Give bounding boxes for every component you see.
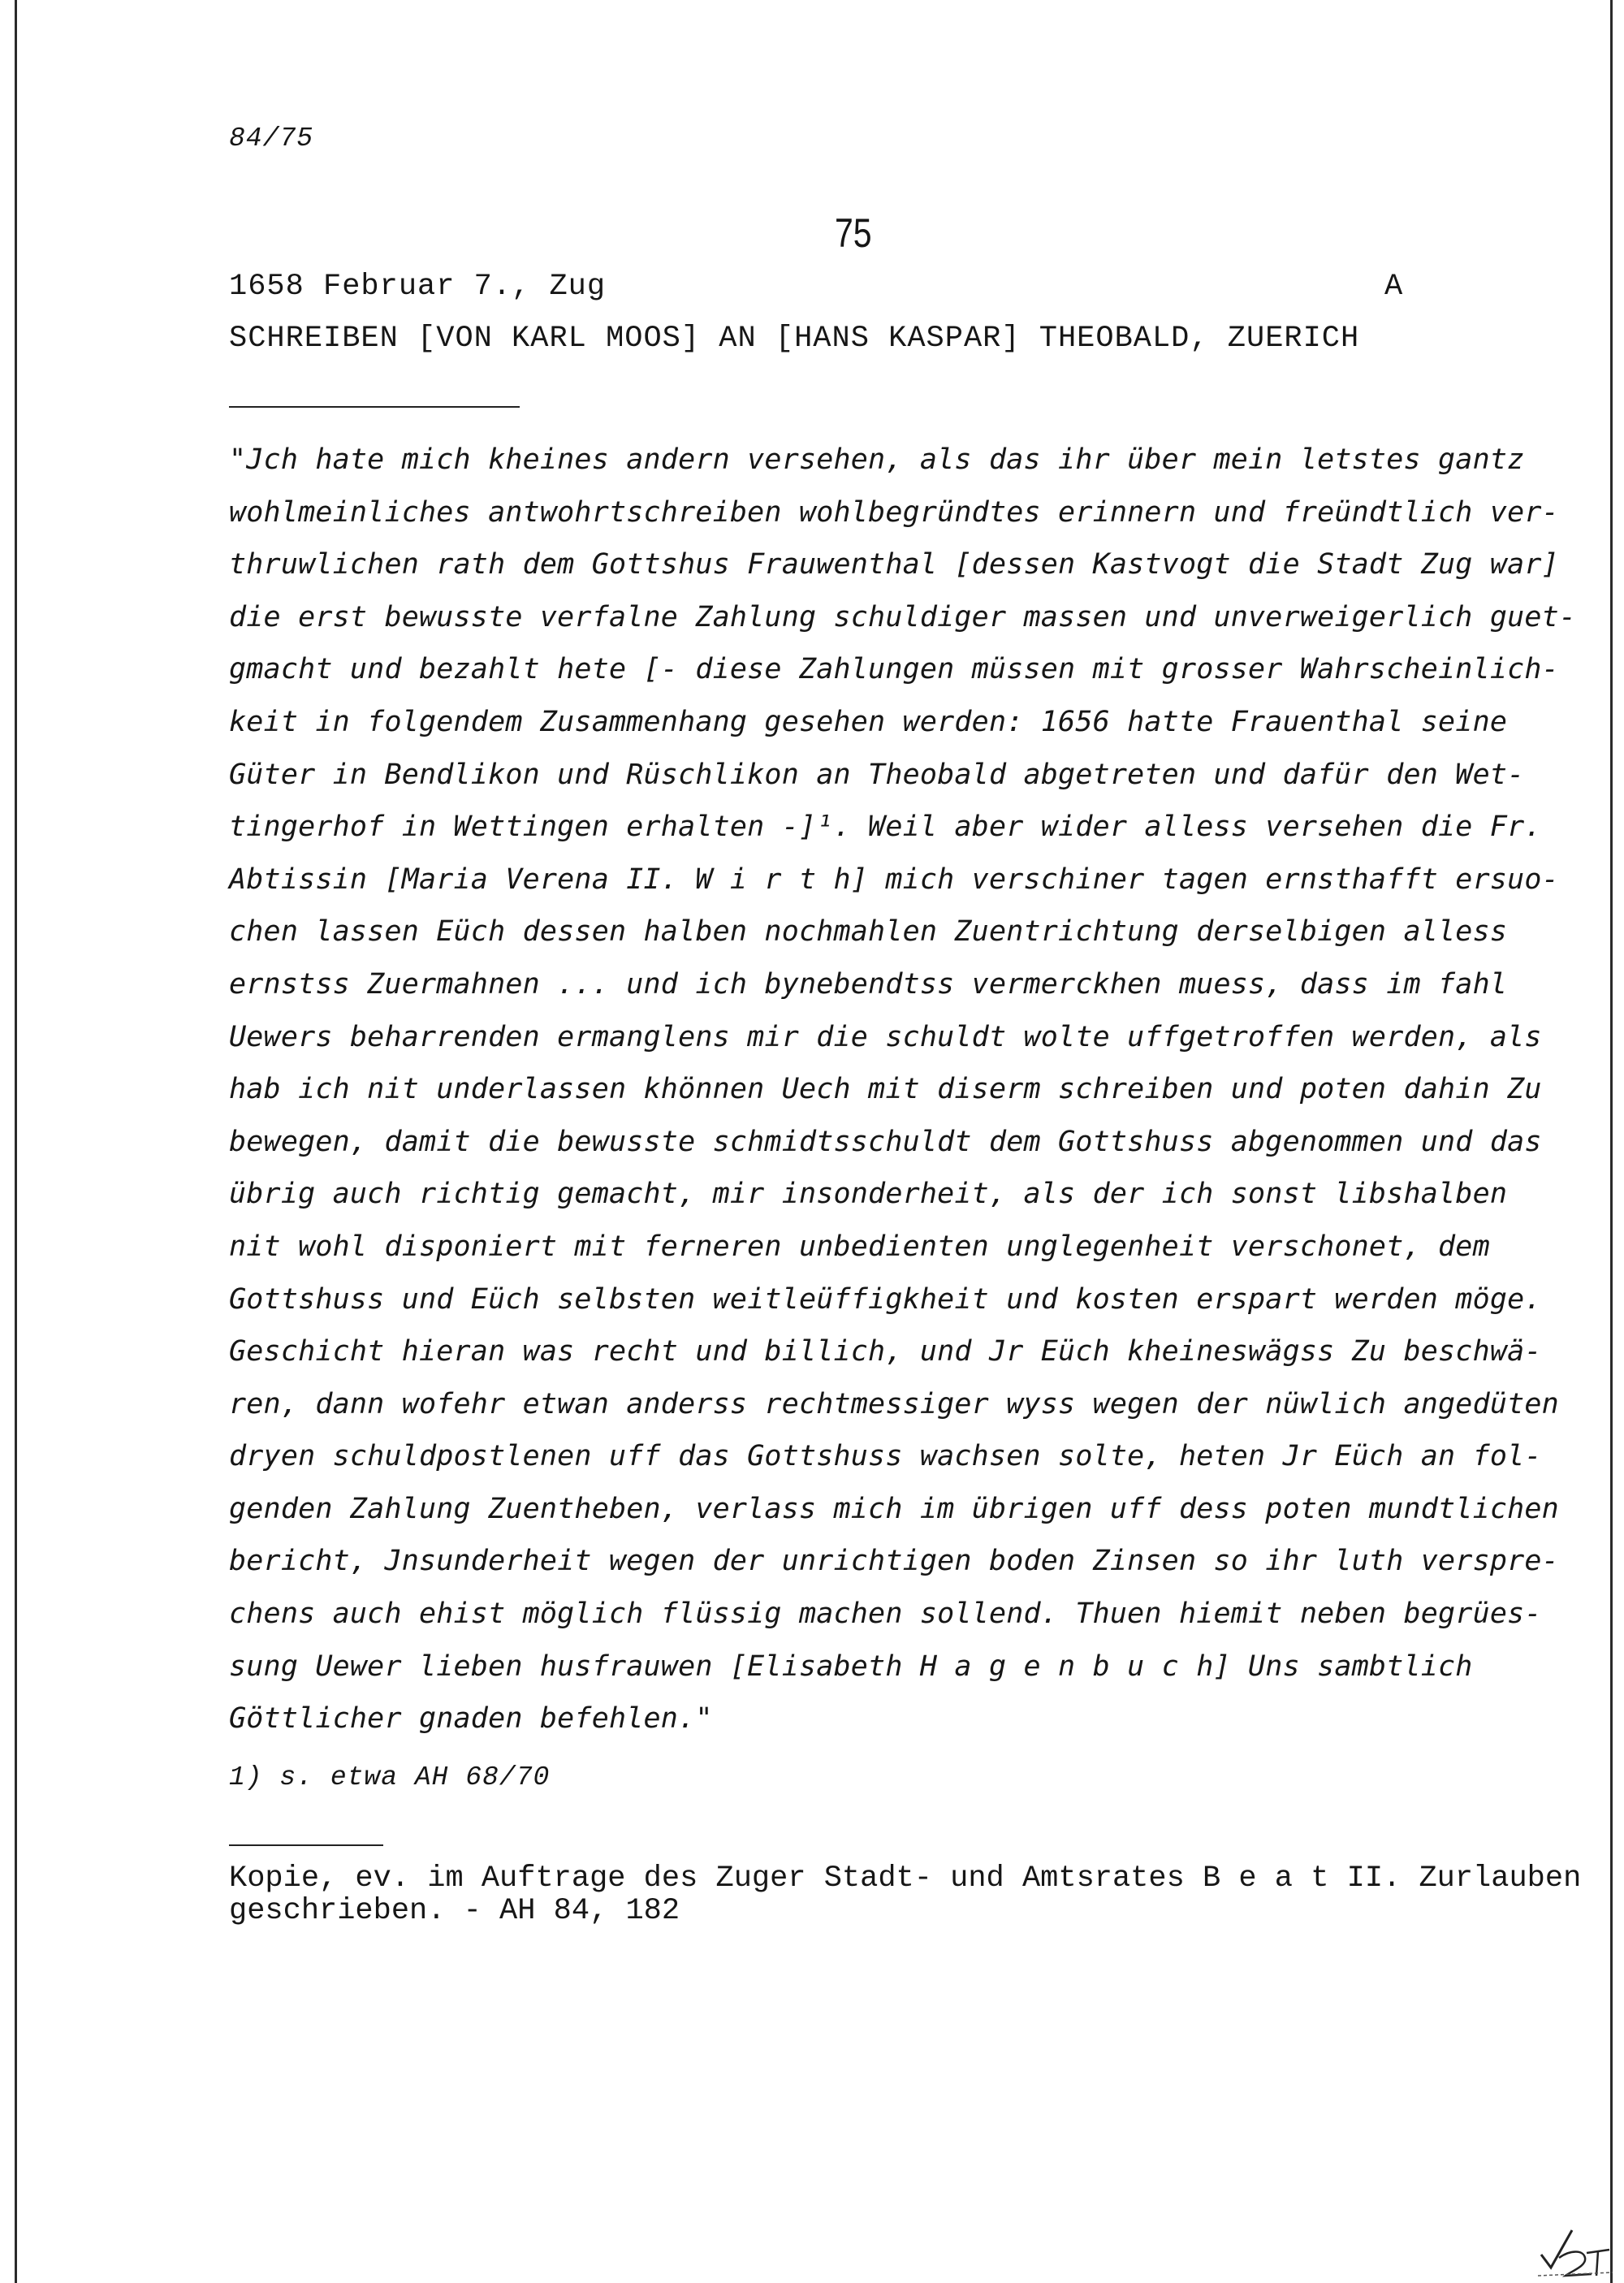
body-line: chens auch ehist möglich flüssig machen sollend. Thuen hiemit neben begrües- xyxy=(229,1598,1542,1631)
body-line: Göttlicher gnaden befehlen." xyxy=(229,1702,713,1736)
body-line: chen lassen Eüch dessen halben nochmahlen Zuentrichtung derselbigen alless xyxy=(229,915,1508,949)
body-line: dryen schuldpostlenen uff das Gottshuss wachsen solte, heten Jr Eüch an fol- xyxy=(229,1440,1542,1473)
body-line: die erst bewusste verfalne Zahlung schuldiger massen und unverweigerlich guet- xyxy=(229,600,1577,633)
document-reference: 84/75 xyxy=(229,123,314,153)
source-line: geschrieben. - AH 84, 182 xyxy=(229,1894,680,1928)
handwritten-check-mark-icon xyxy=(1535,2225,1616,2281)
page-number: 75 xyxy=(835,210,872,256)
body-line: Uewers beharrenden ermanglens mir die schuldt wolte uffgetroffen werden, als xyxy=(229,1020,1542,1053)
source-note xyxy=(229,1861,1582,1928)
body-line: keit in folgendem Zusammenhang gesehen werden: 1656 hatte Frauenthal seine xyxy=(229,705,1508,738)
body-line: nit wohl disponiert mit ferneren unbedienten unglegenheit verschonet, dem xyxy=(229,1230,1490,1263)
body-line: bewegen, damit die bewusste schmidtsschuldt dem Gottshuss abgenommen und das xyxy=(229,1125,1542,1158)
letter-body xyxy=(229,434,1577,1745)
section-mark: A xyxy=(1384,270,1403,304)
scan-border-left xyxy=(15,0,17,2283)
scan-border-right xyxy=(1610,0,1613,2283)
body-line: ren, dann wofehr etwan anderss rechtmessiger wyss wegen der nüwlich angedüten xyxy=(229,1387,1559,1420)
body-line: Abtissin [Maria Verena II. W i r t h] mich verschiner tagen ernsthafft ersuo- xyxy=(229,863,1559,896)
footnote: 1) s. etwa AH 68/70 xyxy=(229,1762,551,1792)
source-divider xyxy=(229,1844,383,1846)
body-line: thruwlichen rath dem Gottshus Frauwenthal [dessen Kastvogt die Stadt Zug war] xyxy=(229,548,1559,582)
body-line: bericht, Jnsunderheit wegen der unrichtigen boden Zinsen so ihr luth verspre- xyxy=(229,1545,1559,1578)
source-line: Kopie, ev. im Auftrage des Zuger Stadt- und Amtsrates B e a t II. Zurlauben xyxy=(229,1861,1582,1896)
body-line: "Jch hate mich kheines andern versehen, als das ihr über mein letstes gantz xyxy=(229,443,1525,476)
body-line: gmacht und bezahlt hete [- diese Zahlungen müssen mit grosser Wahrscheinlich- xyxy=(229,653,1559,686)
date-place-line: 1658 Februar 7., Zug xyxy=(229,270,607,304)
body-line: wohlmeinliches antwohrtschreiben wohlbegründtes erinnern und freündtlich ver- xyxy=(229,495,1559,529)
body-line: hab ich nit underlassen khönnen Uech mit diserm schreiben und poten dahin Zu xyxy=(229,1073,1542,1106)
body-line: Gottshuss und Eüch selbsten weitleüffigkheit und kosten erspart werden möge. xyxy=(229,1282,1542,1316)
title-divider xyxy=(229,406,520,408)
body-line: genden Zahlung Zuentheben, verlass mich im übrigen uff dess poten mundtlichen xyxy=(229,1492,1559,1525)
body-line: tingerhof in Wettingen erhalten -]¹. Weil aber wider alless versehen die Fr. xyxy=(229,811,1542,844)
body-line: ernstss Zuermahnen ... und ich bynebendtss vermerckhen muess, dass im fahl xyxy=(229,967,1508,1001)
body-line: Güter in Bendlikon und Rüschlikon an Theobald abgetreten und dafür den Wet- xyxy=(229,758,1525,791)
body-line: übrig auch richtig gemacht, mir insonderheit, als der ich sonst libshalben xyxy=(229,1178,1508,1211)
body-line: sung Uewer lieben husfrauwen [Elisabeth H a g e n b u c h] Uns sambtlich xyxy=(229,1650,1473,1683)
body-line: Geschicht hieran was recht und billich, und Jr Eüch kheineswägss Zu beschwä- xyxy=(229,1335,1542,1369)
document-title: SCHREIBEN [VON KARL MOOS] AN [HANS KASPAR] THEOBALD, ZUERICH xyxy=(229,322,1360,356)
